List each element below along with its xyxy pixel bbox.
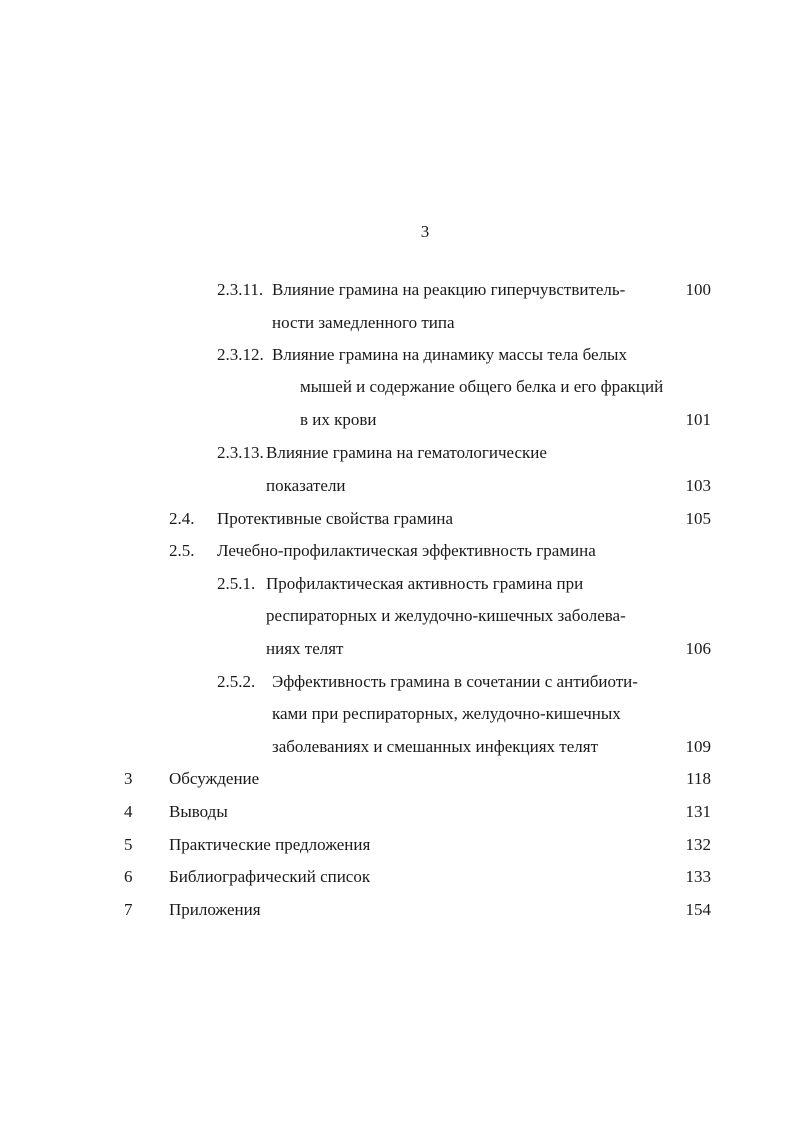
toc-entry-title-line: ками при респираторных, желудочно-кишечных [272, 704, 621, 723]
toc-entry-number: 2.5. [169, 541, 195, 560]
toc-entry-title-line: Библиографический список [169, 867, 371, 886]
toc-entry-number: 2.3.13. [217, 443, 264, 462]
toc-entry-title-line: Профилактическая активность грамина при [266, 574, 584, 593]
page-number: 3 [420, 222, 430, 241]
toc-entry-page: 132 [685, 835, 711, 854]
toc-entry-number: 2.5.1. [217, 574, 256, 593]
toc-entry-number: 3 [124, 769, 133, 788]
toc-entry-number: 5 [124, 835, 133, 854]
toc-entry-title-line: ности замедленного типа [272, 313, 455, 332]
toc-entry-title-line: Лечебно-профилактическая эффективность грамина [217, 541, 596, 560]
toc-entry-number: 2.4. [169, 509, 195, 528]
toc-entry-title-line: Влияние грамина на реакцию гиперчувствитель- [272, 280, 626, 299]
toc-entry-page: 118 [686, 769, 711, 788]
toc-entry-number: 2.3.12. [217, 345, 264, 364]
toc-entry-title-line: Практические предложения [169, 835, 371, 854]
toc-entry-title-line: Обсуждение [169, 769, 260, 788]
toc-entry-number: 2.5.2. [217, 672, 256, 691]
toc-entry-page: 109 [685, 737, 711, 756]
toc-entry-page: 101 [685, 410, 711, 429]
toc-entry-title-line: Выводы [169, 802, 228, 821]
toc-entry-number: 2.3.11. [217, 280, 264, 299]
toc-entry-title-line: мышей и содержание общего белка и его фракций [300, 377, 664, 396]
toc-entry-page: 131 [685, 802, 711, 821]
toc-entry-title-line: ниях телят [266, 639, 344, 658]
toc-entry-title-line: Влияние грамина на динамику массы тела белых [272, 345, 627, 364]
toc-entry-number: 6 [124, 867, 133, 886]
toc-entry-title-line: Влияние грамина на гематологические [266, 443, 547, 462]
toc-entry-page: 105 [685, 509, 711, 528]
toc-entry-page: 103 [685, 476, 711, 495]
toc-entry-title-line: показатели [266, 476, 346, 495]
toc-entry-number: 7 [124, 900, 133, 919]
toc-entry-title-line: в их крови [300, 410, 377, 429]
toc-entry-number: 4 [124, 802, 133, 821]
toc-entry-title-line: респираторных и желудочно-кишечных заболева- [266, 606, 626, 625]
toc-entry-page: 154 [685, 900, 711, 919]
toc-entry-title-line: заболеваниях и смешанных инфекциях телят [272, 737, 599, 756]
toc-entry-title-line: Протективные свойства грамина [217, 509, 454, 528]
toc-entry-title-line: Эффективность грамина в сочетании с антибиоти- [272, 672, 638, 691]
toc-entry-page: 100 [685, 280, 711, 299]
toc-entry-page: 106 [685, 639, 711, 658]
toc-entry-page: 133 [685, 867, 711, 886]
toc-entry-title-line: Приложения [169, 900, 261, 919]
